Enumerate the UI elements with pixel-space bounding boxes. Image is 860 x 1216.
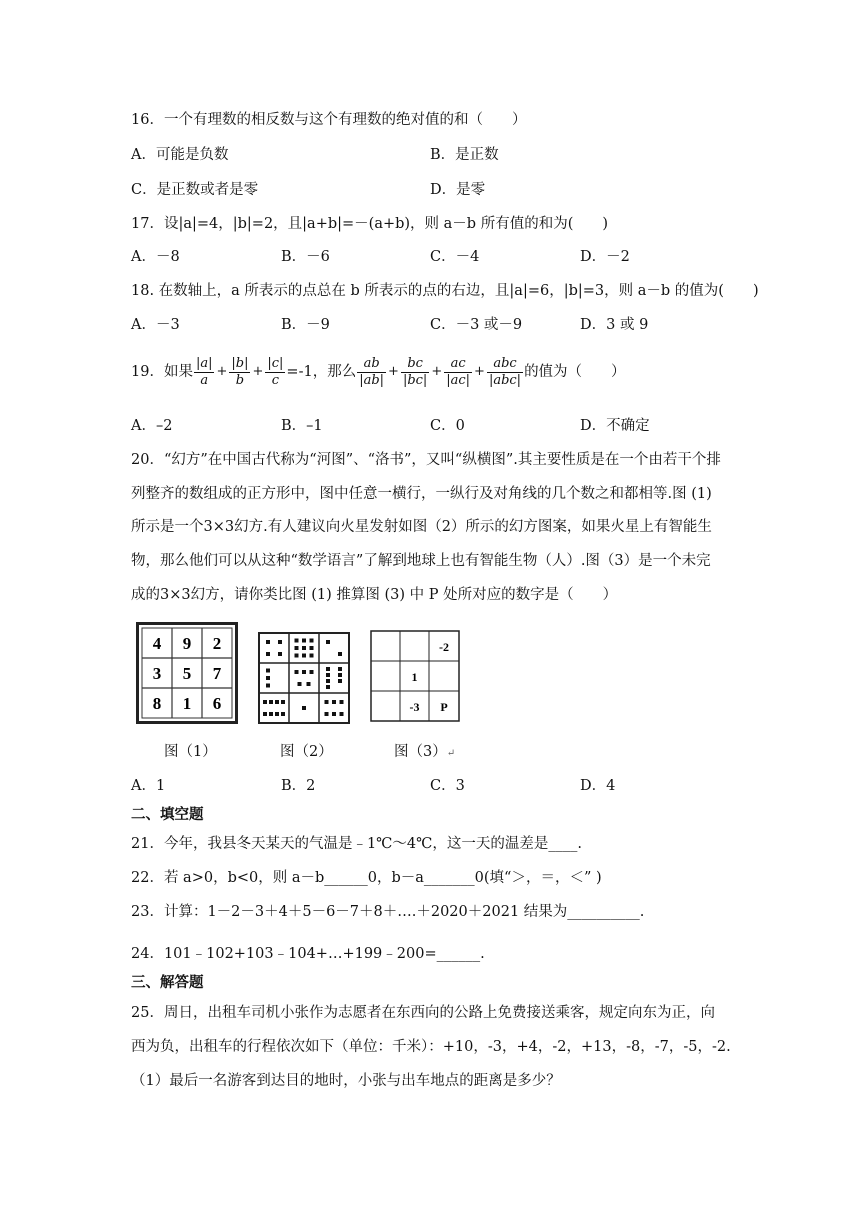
q19-equals: =-1，那么 bbox=[286, 364, 357, 380]
section-fill-in-blank-heading: 二、填空题 bbox=[131, 806, 204, 823]
dot-mark bbox=[307, 682, 311, 686]
q19-fraction-b bbox=[229, 356, 250, 389]
fraction-numerator: bc bbox=[407, 355, 423, 371]
dot-mark bbox=[340, 700, 344, 704]
figure-1-caption: 图（1） bbox=[164, 744, 217, 760]
plus-sign: + bbox=[252, 364, 264, 379]
dot-mark bbox=[338, 652, 342, 656]
fraction-denominator: b bbox=[229, 372, 250, 389]
q20-line-1: 20．“幻方”在中国古代称为“河图”、“洛书”，又叫“纵横图”.其主要性质是在一个由若干个排 bbox=[131, 452, 721, 468]
fraction-denominator: |ab| bbox=[359, 372, 385, 388]
dot-mark bbox=[298, 682, 302, 686]
fraction-denominator: |bc| bbox=[402, 372, 428, 388]
magic-square-cell: 9 bbox=[182, 634, 192, 653]
q18-option-c: C．－3 或－9 bbox=[430, 317, 523, 333]
dot-mark bbox=[266, 684, 270, 688]
figure-2-caption: 图（2） bbox=[280, 744, 333, 760]
dot-mark bbox=[281, 700, 285, 704]
dot-mark bbox=[332, 700, 336, 704]
dot-mark bbox=[295, 639, 299, 643]
dot-mark bbox=[295, 646, 299, 650]
q16-option-c: C．是正数或者是零 bbox=[131, 182, 259, 198]
q20-option-a: A．1 bbox=[131, 778, 166, 794]
fraction-numerator: |c| bbox=[267, 355, 284, 371]
q19-fraction-a bbox=[194, 356, 215, 389]
dot-mark bbox=[325, 712, 329, 716]
fraction-denominator: |ac| bbox=[446, 372, 471, 388]
q16-option-b: B．是正数 bbox=[430, 147, 499, 163]
fraction-denominator: c bbox=[265, 372, 285, 389]
dot-mark bbox=[266, 676, 270, 680]
q20-line-2: 列整齐的数组成的正方形中，图中任意一横行，一纵行及对角线的几个数之和都相等.图 (1) bbox=[131, 486, 712, 502]
dot-mark bbox=[269, 700, 273, 704]
q20-line-4: 物，那么他们可以从这种“数学语言”了解到地球上也有智能生物（人）.图（3）是一个未完 bbox=[131, 553, 711, 569]
dot-mark bbox=[278, 652, 282, 656]
fraction-numerator: ab bbox=[363, 355, 380, 371]
magic-square-cell: 1 bbox=[182, 694, 192, 713]
q19-option-c: C．0 bbox=[430, 418, 465, 434]
q20-line-5: 成的3×3幻方，请你类比图 (1) 推算图 (3) 中 P 处所对应的数字是（ ） bbox=[131, 587, 618, 603]
fraction-denominator: a bbox=[194, 372, 215, 389]
dot-mark bbox=[302, 646, 306, 650]
dot-mark bbox=[310, 654, 314, 658]
dot-mark bbox=[332, 712, 336, 716]
q18-option-b: B．－9 bbox=[281, 317, 330, 333]
incomplete-square-cell: -3 bbox=[409, 700, 420, 714]
q19-suffix: 的值为（ ） bbox=[524, 364, 626, 380]
magic-square-cell: 8 bbox=[152, 694, 162, 713]
fraction-numerator: ac bbox=[450, 355, 466, 371]
q25-line-1: 25．周日，出租车司机小张作为志愿者在东西向的公路上免费接送乘客，规定向东为正，向 bbox=[131, 1005, 715, 1021]
dot-mark bbox=[325, 700, 329, 704]
q19-option-b: B．–1 bbox=[281, 418, 323, 434]
q17-option-b: B．－6 bbox=[281, 249, 330, 265]
magic-square-cell: 2 bbox=[212, 634, 222, 653]
q19-option-a: A．–2 bbox=[131, 418, 173, 434]
q18-option-a: A．－3 bbox=[131, 317, 180, 333]
magic-square-cell: 6 bbox=[212, 694, 222, 713]
q22-stem: 22．若 a>0，b<0，则 a－b______0，b－a_______0(填“＞，＝，＜” ) bbox=[131, 870, 602, 886]
dot-mark bbox=[281, 712, 285, 716]
dot-mark bbox=[338, 673, 342, 677]
q19-fraction-bc bbox=[401, 356, 429, 389]
q16-option-d: D．是零 bbox=[430, 182, 486, 198]
paragraph-mark-icon: ↵ bbox=[446, 748, 456, 759]
dot-mark bbox=[295, 670, 299, 674]
q19-fraction-c bbox=[265, 356, 285, 389]
dot-mark bbox=[340, 712, 344, 716]
plus-sign: + bbox=[388, 364, 399, 379]
dot-mark bbox=[326, 667, 330, 671]
dot-mark bbox=[302, 706, 306, 710]
q19-fraction-abc bbox=[487, 356, 523, 389]
q17-option-d: D．－2 bbox=[580, 249, 630, 265]
plus-sign: + bbox=[474, 364, 485, 379]
incomplete-square-cell: 1 bbox=[411, 670, 418, 684]
dot-mark bbox=[326, 679, 330, 683]
dot-mark bbox=[266, 669, 270, 673]
dot-mark bbox=[269, 712, 273, 716]
q21-stem: 21．今年，我县冬天某天的气温是﹣1℃～4℃，这一天的温差是____. bbox=[131, 836, 582, 852]
section-solve-heading: 三、解答题 bbox=[131, 974, 204, 991]
magic-square-cell: 7 bbox=[212, 664, 222, 683]
dot-mark bbox=[302, 639, 306, 643]
dot-mark bbox=[263, 700, 267, 704]
q18-option-d: D．3 或 9 bbox=[580, 317, 649, 333]
dot-magic-square-figure-2 bbox=[258, 632, 350, 724]
q17-option-c: C．－4 bbox=[430, 249, 480, 265]
q23-stem: 23．计算：1－2－3＋4＋5－6－7＋8＋….＋2020＋2021 结果为__________. bbox=[131, 904, 645, 920]
fraction-numerator: |b| bbox=[231, 355, 249, 371]
dot-mark bbox=[295, 654, 299, 658]
q16-option-a: A．可能是负数 bbox=[131, 147, 229, 163]
plus-sign: + bbox=[431, 364, 443, 379]
incomplete-square-cell: -2 bbox=[439, 640, 449, 654]
q25-line-3: （1）最后一名游客到达目的地时，小张与出车地点的距离是多少？ bbox=[131, 1073, 561, 1089]
q19-stem bbox=[131, 352, 626, 392]
figure-3-caption-text: 图（3） bbox=[394, 744, 447, 760]
incomplete-square-cell: P bbox=[440, 700, 448, 714]
q16-stem: 16．一个有理数的相反数与这个有理数的绝对值的和（ ） bbox=[131, 112, 527, 128]
dot-mark bbox=[326, 640, 330, 644]
q24-stem: 24．101﹣102+103﹣104+…+199﹣200=______. bbox=[131, 946, 485, 962]
dot-mark bbox=[326, 673, 330, 677]
dot-mark bbox=[310, 639, 314, 643]
q20-option-d: D．4 bbox=[580, 778, 616, 794]
q17-stem: 17．设|a|=4，|b|=2，且|a+b|=－(a+b)，则 a－b 所有值的和为( ) bbox=[131, 216, 609, 232]
dot-mark bbox=[302, 670, 306, 674]
magic-square-cell: 5 bbox=[182, 664, 192, 683]
fraction-numerator: |a| bbox=[195, 355, 213, 371]
fraction-numerator: abc bbox=[493, 355, 517, 371]
q19-prefix: 19．如果 bbox=[131, 364, 193, 380]
dot-mark bbox=[326, 685, 330, 689]
q17-option-a: A．－8 bbox=[131, 249, 180, 265]
magic-square-cell: 3 bbox=[152, 664, 162, 683]
dot-mark bbox=[310, 646, 314, 650]
q18-stem: 18. 在数轴上，a 所表示的点总在 b 所表示的点的右边，且|a|=6，|b|=3，则 a－b 的值为( ) bbox=[131, 283, 759, 299]
fraction-denominator: |abc| bbox=[488, 372, 522, 388]
q20-option-b: B．2 bbox=[281, 778, 316, 794]
magic-square-figure-1 bbox=[136, 622, 238, 724]
dot-mark bbox=[266, 640, 270, 644]
q19-fraction-ab bbox=[357, 356, 386, 389]
q19-fraction-ac bbox=[444, 356, 472, 389]
dot-mark bbox=[310, 670, 314, 674]
figure-3-caption bbox=[394, 740, 455, 761]
q19-option-d: D．不确定 bbox=[580, 418, 650, 434]
incomplete-magic-square-figure-3 bbox=[370, 630, 460, 722]
q20-line-3: 所示是一个3×3幻方.有人建议向火星发射如图（2）所示的幻方图案，如果火星上有智能生 bbox=[131, 519, 712, 535]
dot-mark bbox=[275, 700, 279, 704]
dot-mark bbox=[338, 667, 342, 671]
plus-sign: + bbox=[216, 364, 228, 379]
q20-option-c: C．3 bbox=[430, 778, 465, 794]
dot-mark bbox=[266, 652, 270, 656]
dot-mark bbox=[263, 712, 267, 716]
dot-mark bbox=[302, 654, 306, 658]
q25-line-2: 西为负，出租车的行程依次如下（单位：千米）：+10，-3，+4，-2，+13，-8，-7，-5，-2. bbox=[131, 1039, 731, 1055]
dot-mark bbox=[278, 640, 282, 644]
magic-square-cell: 4 bbox=[152, 634, 162, 653]
dot-mark bbox=[338, 679, 342, 683]
dot-mark bbox=[275, 712, 279, 716]
